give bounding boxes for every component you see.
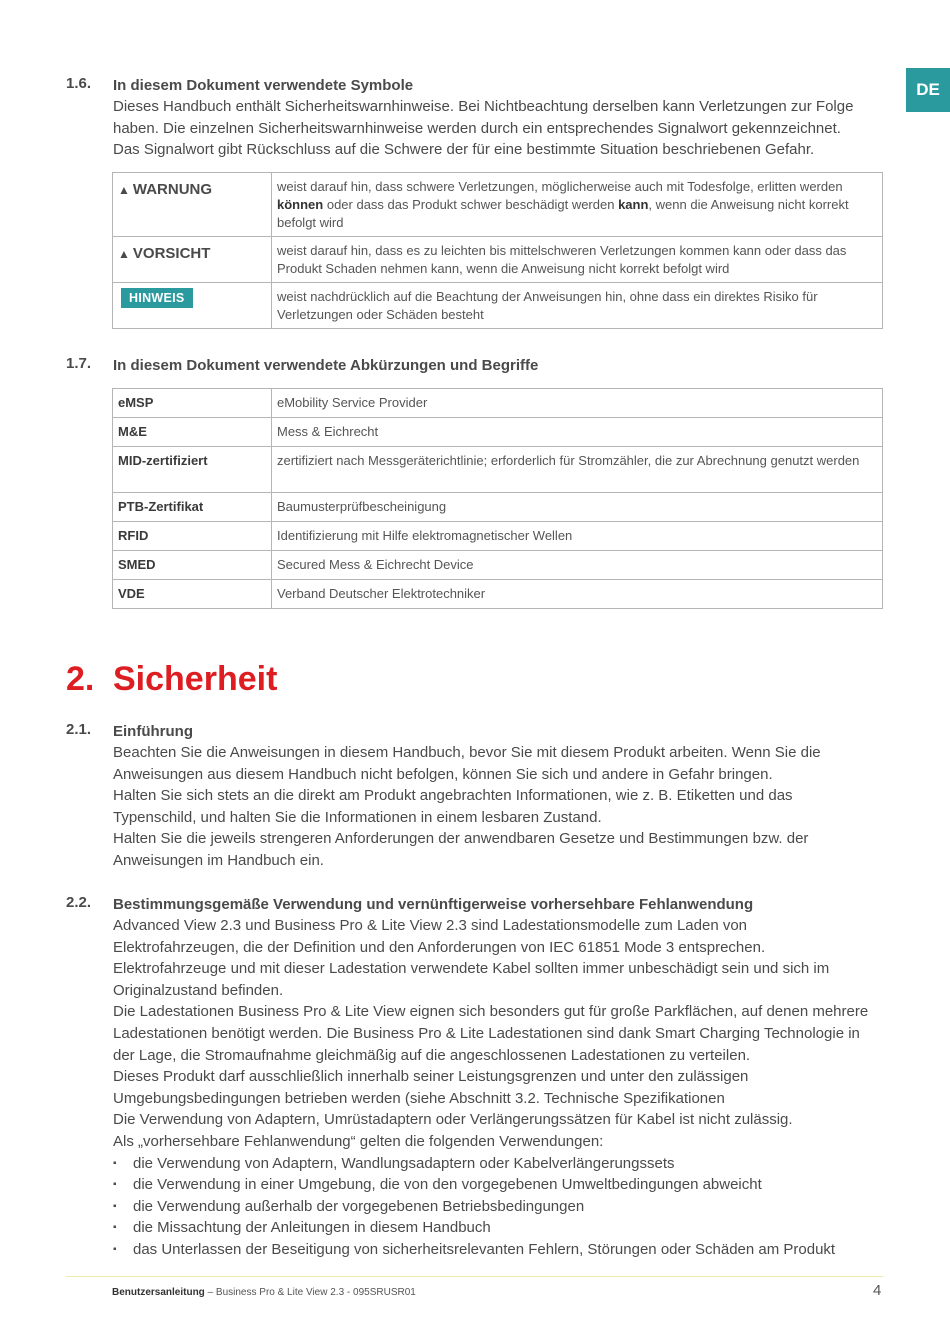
text-line: Anweisungen aus diesem Handbuch nicht befolgen, können Sie sich und andere in Gefahr bringen. (113, 765, 773, 783)
text-line: der Lage, die Stromaufnahme gleichmäßig auf die angeschlossenen Ladestationen zu verteilen. (113, 1046, 751, 1064)
desc-cell: zertifiziert nach Messgeräterichtlinie; erforderlich für Stromzähler, die zur Abrechnung genutzt werden (272, 447, 883, 493)
desc-bold: können (277, 197, 324, 212)
text-line: Umgebungsbedingungen betrieben werden (siehe Abschnitt 3.2. Technische Spezifikationen (113, 1089, 725, 1107)
text-line: Elektrofahrzeuge und mit dieser Ladestation verwendete Kabel sollten immer unbeschädigt sein und sich im (113, 960, 830, 978)
desc-text: , wenn die Anweisung nicht korrekt befolgt wird (277, 197, 849, 230)
desc-cell: eMobility Service Provider (272, 389, 883, 418)
signal-word-table (112, 172, 883, 329)
term-cell: M&E (113, 418, 272, 447)
section-2-1 (66, 721, 886, 872)
desc-cell: Verband Deutscher Elektrotechniker (272, 580, 883, 609)
list-item: ▪ die Verwendung in einer Umgebung, die von den vorgegebenen Umweltbedingungen abweicht (113, 1174, 886, 1196)
desc-text: oder dass das Produkt schwer beschädigt werden (323, 197, 619, 212)
table-row (113, 580, 883, 609)
footer-doc-info: – Business Pro & Lite View 2.3 - 095SRUSR01 (204, 1287, 416, 1298)
section-2-2 (66, 894, 886, 1261)
signal-cell (113, 283, 272, 329)
text-line: Die Ladestationen Business Pro & Lite View eignen sich besonders gut für große Parkflächen, auf denen mehrere (113, 1003, 869, 1021)
section-1-6 (66, 75, 886, 161)
desc-cell: Identifizierung mit Hilfe elektromagnetischer Wellen (272, 522, 883, 551)
section-1-7 (66, 355, 886, 376)
section-title: In diesem Dokument verwendete Symbole (113, 77, 414, 94)
section-title: Bestimmungsgemäße Verwendung und vernünftigerweise vorhersehbare Fehlanwendung (113, 896, 754, 913)
vorsicht-label: VORSICHT (132, 245, 211, 262)
chapter-number: 2. (66, 660, 95, 698)
warnung-label: WARNUNG (132, 181, 213, 198)
list-item: ▪ die Missachtung der Anleitungen in diesem Handbuch (113, 1217, 886, 1239)
footer-doc-type: Benutzersanleitung (112, 1287, 205, 1298)
hinweis-badge: HINWEIS (121, 288, 193, 308)
footer-divider (66, 1276, 883, 1277)
text-line: Halten Sie die jeweils strengeren Anforderungen der anwendbaren Gesetze und Bestimmungen bzw. der (113, 830, 809, 848)
text-line: Beachten Sie die Anweisungen in diesem Handbuch, bevor Sie mit diesem Produkt arbeiten. Wenn Sie die (113, 744, 821, 761)
section-text (113, 96, 886, 161)
table-row (113, 283, 883, 329)
warning-triangle-icon: ▲ (118, 183, 130, 197)
text-line: Die Verwendung von Adaptern, Umrüstadaptern oder Verlängerungssätzen für Kabel ist nicht zulässig. (113, 1111, 793, 1129)
list-item: ▪ die Verwendung außerhalb der vorgegebenen Betriebsbedingungen (113, 1196, 886, 1218)
text-line: Typenschild, und halten Sie die Informationen in einem lesbaren Zustand. (113, 808, 602, 826)
section-number: 2.1. (66, 721, 92, 738)
term-cell: eMSP (113, 389, 272, 418)
table-row (113, 551, 883, 580)
text-line: Dieses Handbuch enthält Sicherheitswarnhinweise. Bei Nichtbeachtung derselben kann Verletzungen zur Folge (113, 98, 854, 115)
table-row (113, 418, 883, 447)
section-number: 2.2. (66, 894, 92, 911)
text-line: Advanced View 2.3 und Business Pro & Lite View 2.3 sind Ladestationsmodelle zum Laden von (113, 917, 748, 934)
desc-bold: kann (618, 197, 649, 212)
chapter-title: Sicherheit (113, 660, 278, 698)
signal-cell (113, 237, 272, 283)
footer-text (112, 1287, 416, 1298)
chapter-heading (66, 660, 277, 699)
text-line: Originalzustand befinden. (113, 981, 284, 999)
section-text (113, 915, 886, 1153)
section-number: 1.6. (66, 75, 92, 92)
desc-cell: Mess & Eichrecht (272, 418, 883, 447)
desc-text: weist darauf hin, dass schwere Verletzungen, möglicherweise auch mit Todesfolge, erlitten werden (277, 179, 843, 194)
term-cell: PTB-Zertifikat (113, 493, 272, 522)
text-line: haben. Die einzelnen Sicherheitswarnhinweise werden durch ein entsprechendes Signalwort gekennzeichnet. (113, 119, 841, 137)
signal-desc: weist darauf hin, dass es zu leichten bis mittelschweren Verletzungen kommen kann oder dass das Produkt Schaden nehmen kann, wenn die Anweisung nicht korrekt befolgt wird (272, 237, 883, 283)
text-line: Dieses Produkt darf ausschließlich innerhalb seiner Leistungsgrenzen und unter den zulässigen (113, 1068, 749, 1086)
page-number: 4 (873, 1282, 882, 1299)
desc-cell: Secured Mess & Eichrecht Device (272, 551, 883, 580)
section-number: 1.7. (66, 355, 92, 372)
section-title: In diesem Dokument verwendete Abkürzungen und Begriffe (113, 357, 539, 374)
list-item: ▪ die Verwendung von Adaptern, Wandlungsadaptern oder Kabelverlängerungssets (113, 1153, 886, 1175)
misuse-list (113, 1153, 886, 1261)
term-cell: VDE (113, 580, 272, 609)
text-line: Ladestationen benötigt werden. Die Business Pro & Lite Ladestationen sind dank Smart Charging Technologie in (113, 1024, 860, 1042)
table-row (113, 389, 883, 418)
table-row (113, 522, 883, 551)
table-row (113, 493, 883, 522)
section-text (113, 742, 886, 872)
signal-cell (113, 173, 272, 237)
table-row (113, 447, 883, 493)
table-row (113, 173, 883, 237)
text-line: Als „vorhersehbare Fehlanwendung“ gelten die folgenden Verwendungen: (113, 1132, 604, 1150)
abbreviation-table (112, 388, 883, 609)
term-cell: RFID (113, 522, 272, 551)
desc-cell: Baumusterprüfbescheinigung (272, 493, 883, 522)
signal-desc: weist nachdrücklich auf die Beachtung der Anweisungen hin, ohne dass ein direktes Risiko für Verletzungen oder Schäden besteht (272, 283, 883, 329)
table-row (113, 237, 883, 283)
language-tab[interactable]: DE (906, 68, 950, 112)
text-line: Elektrofahrzeugen, die der Definition und den Anforderungen von IEC 61851 Mode 3 entsprechen. (113, 938, 766, 956)
signal-desc (272, 173, 883, 237)
section-title: Einführung (113, 723, 193, 740)
text-line: Anweisungen im Handbuch ein. (113, 851, 324, 869)
warning-triangle-icon: ▲ (118, 247, 130, 261)
term-cell: MID-zertifiziert (113, 447, 272, 493)
term-cell: SMED (113, 551, 272, 580)
text-line: Das Signalwort gibt Rückschluss auf die Schwere der für eine bestimmte Situation beschriebenen Gefahr. (113, 141, 815, 159)
list-item: ▪ das Unterlassen der Beseitigung von sicherheitsrelevanten Fehlern, Störungen oder Schäden am Produkt (113, 1239, 886, 1261)
text-line: Halten Sie sich stets an die direkt am Produkt angebrachten Informationen, wie z. B. Etiketten und das (113, 787, 793, 805)
